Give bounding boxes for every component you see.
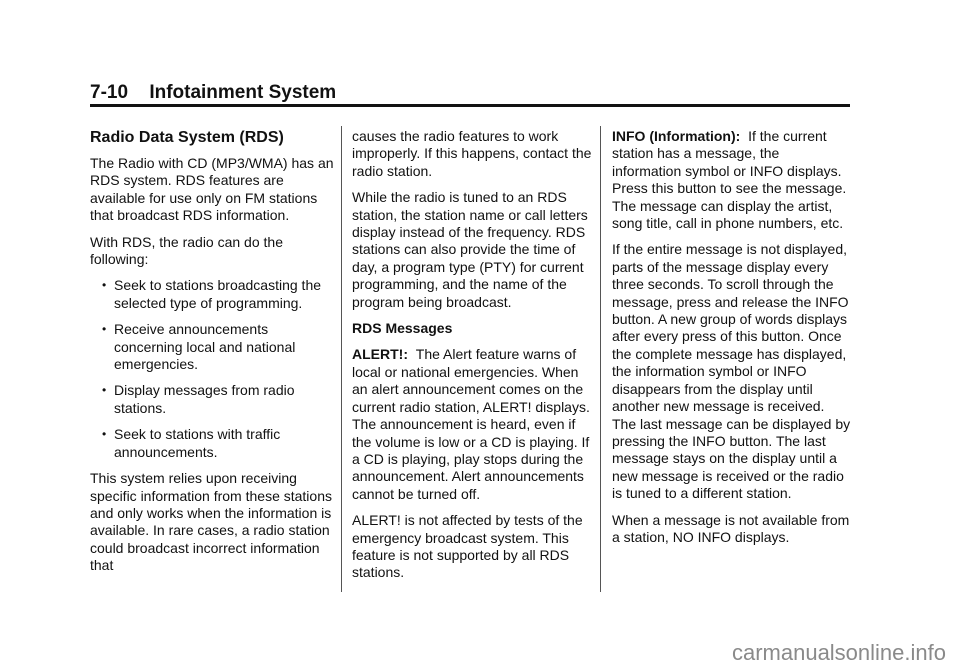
subheading: RDS Messages [352,320,453,337]
list-item-text: Receive announcements concerning local and national emergencies. [114,321,296,373]
paragraph: When a message is not available from a station, NO INFO displays. [612,511,850,545]
bullet-icon: • [102,383,107,398]
page-number: 7-10 [90,82,129,103]
paragraph: causes the radio features to work improperly. If this happens, contact the radio station. [352,128,592,179]
info-text: If the current station has a message, the information symbol or INFO displays. Press this button to see the message. The message can display the artist, song title, call in phone numbers, etc. [612,128,847,232]
alert-text: The Alert feature warns of local or national emergencies. When an alert announcement comes on the current radio station, ALERT! displays. The announcement is heard, even if the volume is low or a CD is playing. If a CD is playing, play stops during the announcement. Alert announcements cannot be turned off. [352,346,590,502]
paragraph: While the radio is tuned to an RDS station, the station name or call letters display instead of the frequency. RDS stations can also provide the time of day, a program type (PTY) for current programming, and the name of the program being broadcast. [352,189,588,310]
alert-lead: ALERT!: [352,346,408,363]
list-item [90,321,338,373]
paragraph: With RDS, the radio can do the following: [90,233,283,268]
bullet-icon: • [102,278,107,293]
alert-paragraph [352,346,592,503]
list-item [90,426,338,461]
info-paragraph [612,128,852,232]
column-divider [341,126,342,592]
column-divider [600,126,601,592]
paragraph: This system relies upon receiving specific information from these stations and only works when the information is available. In rare cases, a radio station could broadcast incorrect information that [90,470,332,574]
column-2 [352,128,592,591]
column-3 [612,128,852,555]
bullet-icon: • [102,427,107,442]
bullet-list [90,277,338,461]
info-lead: INFO (Information): [612,128,741,144]
list-item-text: Display messages from radio stations. [114,382,295,416]
list-item-text: Seek to stations broadcasting the selected type of programming. [114,277,322,311]
chapter-title: Infotainment System [149,82,337,103]
list-item-text: Seek to stations with traffic announcements. [114,426,281,460]
section-heading: Radio Data System (RDS) [90,129,284,146]
paragraph: If the entire message is not displayed, parts of the message display every three seconds. To scroll through the message, press and release the INFO button. A new group of words displays after every press of this button. Once the complete message has displayed, the information symbol or INFO disappears from the display until another new message is received. The last message can be displayed by pressing the INFO button. The last message stays on the display until a new message is received or the radio is tuned to a different station. [612,241,851,502]
watermark: carmanualsonline.info [731,640,946,665]
column-1 [90,128,338,584]
paragraph: The Radio with CD (MP3/WMA) has an RDS system. RDS features are available for use only on FM stations that broadcast RDS information. [90,155,334,224]
paragraph: ALERT! is not affected by tests of the emergency broadcast system. This feature is not supported by all RDS stations. [352,512,583,581]
bullet-icon: • [102,322,107,337]
page-header [90,82,850,104]
list-item [90,277,338,312]
list-item [90,382,338,417]
header-rule [90,104,850,107]
